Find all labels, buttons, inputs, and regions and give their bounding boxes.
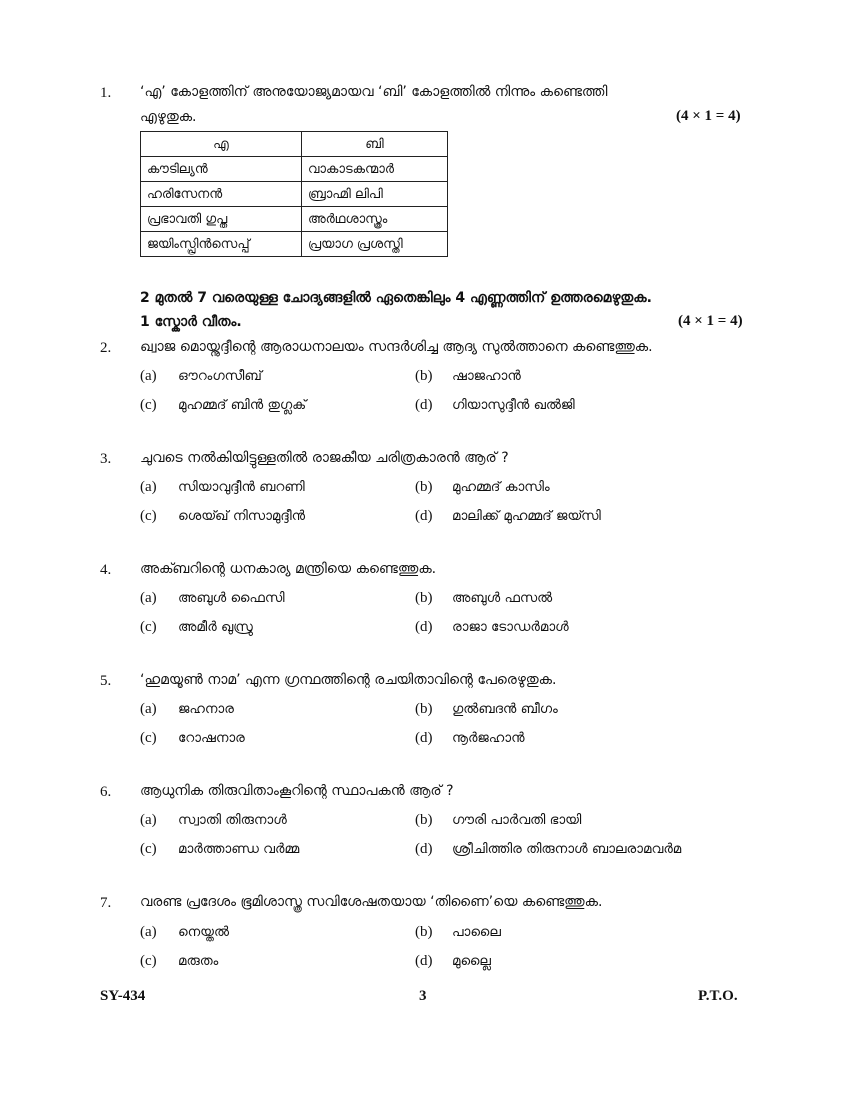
option-text: പാലൈ	[452, 924, 501, 940]
option-label: (b)	[415, 924, 433, 940]
option-label: (d)	[415, 953, 433, 969]
option-label: (a)	[140, 368, 157, 384]
instruction-line2: 1 സ്കോർ വീതം.	[140, 314, 242, 330]
option-text: ശെയ്ഖ് നിസാമുദ്ദീൻ	[178, 508, 306, 524]
option-text: മുല്ലൈ	[452, 953, 491, 969]
paper-code: SY-434	[100, 988, 146, 1004]
question-6-text: ആധുനിക തിരുവിതാംകൂറിന്റെ സ്ഥാപകൻ ആര് ?	[140, 783, 454, 799]
option-text: ഔറംഗസീബ്	[178, 368, 262, 384]
option-label: (b)	[415, 701, 433, 717]
option-text: സ്വാതി തിരുനാൾ	[178, 812, 287, 828]
option-label: (c)	[140, 619, 157, 635]
option-label: (a)	[140, 812, 157, 828]
question-1-text-line1: ‘എ’ കോളത്തിന് അനുയോജ്യമായവ ‘ബി’ കോളത്തിൽ നിന്നും കണ്ടെത്തി	[140, 84, 608, 100]
question-7-number: 7.	[100, 895, 112, 911]
option-text: അബുൾ ഫൈസി	[178, 590, 285, 606]
question-2-number: 2.	[100, 340, 112, 356]
match-table-header	[141, 132, 448, 157]
option-text: മാർത്താണ്ഡ വർമ്മ	[178, 841, 300, 857]
option-text: ജഹനാര	[178, 701, 234, 717]
question-2-text: ഖ്വാജ മൊയ്നുദ്ദീന്റെ ആരാധനാലയം സന്ദർശിച്ച ആദ്യ സുൽത്താനെ കണ്ടെത്തുക.	[140, 339, 653, 355]
option-text: സിയാവുദ്ദീൻ ബറണി	[178, 479, 305, 495]
option-text: നെയ്തൽ	[178, 924, 230, 940]
column-b-header: ബി	[302, 132, 448, 157]
option-label: (d)	[415, 730, 433, 746]
question-7-text: വരണ്ട പ്രദേശം ഭൂമിശാസ്ത്ര സവിശേഷതയായ ‘തിണൈ’യെ കണ്ടെത്തുക.	[140, 894, 603, 910]
table-row	[141, 232, 448, 257]
option-text: ഷാജഹാൻ	[452, 368, 521, 384]
option-label: (c)	[140, 397, 157, 413]
please-turn-over: P.T.O.	[698, 988, 738, 1004]
match-table	[140, 131, 448, 257]
instruction-marks: (4 × 1 = 4)	[678, 313, 743, 329]
option-text: റോഷനാര	[178, 730, 245, 746]
option-label: (c)	[140, 730, 157, 746]
option-label: (d)	[415, 841, 433, 857]
option-text: ഗൗരി പാർവതി ഭായി	[452, 812, 582, 828]
column-b-cell: പ്രയാഗ പ്രശസ്തി	[302, 232, 448, 257]
column-a-cell: പ്രഭാവതി ഗുപ്ത	[141, 207, 302, 232]
option-text: ഗുൽബദൻ ബീഗം	[452, 701, 558, 717]
option-label: (b)	[415, 368, 433, 384]
question-5-number: 5.	[100, 673, 112, 689]
option-label: (d)	[415, 619, 433, 635]
option-text: അമീർ ഖുസ്രു	[178, 619, 253, 635]
option-label: (d)	[415, 397, 433, 413]
table-row	[141, 182, 448, 207]
question-1-text-line2: എഴുതുക.	[140, 109, 197, 125]
option-text: മുഹമ്മദ് കാസിം	[452, 479, 550, 495]
option-label: (d)	[415, 508, 433, 524]
question-1-marks: (4 × 1 = 4)	[676, 108, 741, 124]
question-1-number: 1.	[100, 85, 112, 101]
column-a-cell: കൗടില്യൻ	[141, 157, 302, 182]
option-label: (c)	[140, 841, 157, 857]
table-row	[141, 157, 448, 182]
option-text: നൂർജഹാൻ	[452, 730, 525, 746]
question-4-number: 4.	[100, 562, 112, 578]
option-text: ശ്രീചിത്തിര തിരുനാൾ ബാലരാമവർമ	[452, 841, 682, 857]
page-number: 3	[419, 988, 427, 1004]
option-label: (a)	[140, 590, 157, 606]
option-text: മരുതം	[178, 953, 219, 969]
question-5-text: ‘ഹുമയൂൺ നാമ’ എന്ന ഗ്രന്ഥത്തിന്റെ രചയിതാവിന്റെ പേരെഴുതുക.	[140, 672, 557, 688]
column-b-cell: അർഥശാസ്ത്രം	[302, 207, 448, 232]
option-label: (b)	[415, 812, 433, 828]
option-text: അബുൾ ഫസൽ	[452, 590, 553, 606]
question-6-number: 6.	[100, 784, 112, 800]
option-label: (c)	[140, 953, 157, 969]
column-a-header: എ	[141, 132, 302, 157]
option-text: ഗിയാസുദ്ദീൻ ഖൽജി	[452, 397, 575, 413]
table-row	[141, 207, 448, 232]
option-label: (a)	[140, 479, 157, 495]
column-a-cell: ഹരിസേനൻ	[141, 182, 302, 207]
question-3-text: ചുവടെ നൽകിയിട്ടുള്ളതിൽ രാജകീയ ചരിത്രകാരൻ ആര് ?	[140, 450, 509, 466]
option-text: മാലിക്ക് മുഹമ്മദ് ജയ്സി	[452, 508, 601, 524]
option-label: (c)	[140, 508, 157, 524]
option-text: മുഹമ്മദ് ബിൻ തുഗ്ലക്	[178, 397, 307, 413]
column-b-cell: വാകാടകന്മാർ	[302, 157, 448, 182]
option-label: (a)	[140, 701, 157, 717]
option-text: രാജാ ടോഡർമാൾ	[452, 619, 569, 635]
question-3-number: 3.	[100, 451, 112, 467]
column-b-cell: ബ്രാഹ്മി ലിപി	[302, 182, 448, 207]
option-label: (b)	[415, 590, 433, 606]
option-label: (a)	[140, 924, 157, 940]
instruction-line1: 2 മുതൽ 7 വരെയുള്ള ചോദ്യങ്ങളിൽ ഏതെങ്കിലും 4 എണ്ണത്തിന് ഉത്തരമെഴുതുക.	[140, 290, 652, 306]
question-4-text: അക്ബറിന്റെ ധനകാര്യ മന്ത്രിയെ കണ്ടെത്തുക.	[140, 561, 437, 577]
column-a-cell: ജയിംസ്പ്രിൻസെപ്പ്	[141, 232, 302, 257]
option-label: (b)	[415, 479, 433, 495]
